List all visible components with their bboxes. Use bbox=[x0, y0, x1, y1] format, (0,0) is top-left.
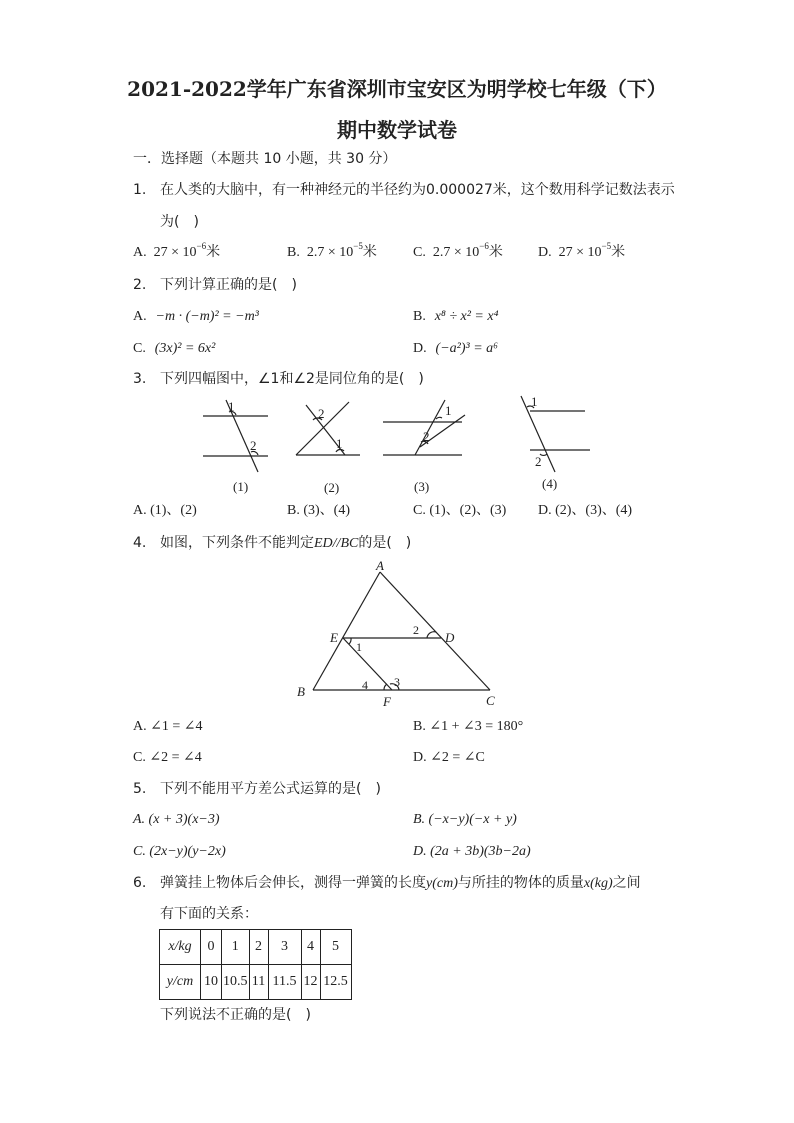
q4-option-b: B. ∠1 + ∠3 = 180° bbox=[413, 719, 524, 734]
q3-option-b: B. (3)、(4) bbox=[287, 503, 350, 518]
q5-number: 5. bbox=[133, 781, 147, 797]
fig2-angle1-label: 1 bbox=[336, 436, 343, 451]
table-cell: 10.5 bbox=[222, 965, 250, 1000]
fig4-angle2-label: 2 bbox=[535, 454, 542, 469]
q3-option-a: A. (1)、(2) bbox=[133, 503, 197, 518]
point-c-label: C bbox=[486, 693, 495, 708]
q1-number: 1. bbox=[133, 182, 147, 198]
q4-option-a: A. ∠1 = ∠4 bbox=[133, 719, 203, 734]
table-cell: 1 bbox=[222, 930, 250, 965]
section-heading: 一．选择题（本题共 10 小题，共 30 分） bbox=[133, 151, 397, 167]
q1-option-b: B. $2.7 \times 10^{-5}$米 bbox=[287, 241, 377, 260]
q3-number: 3. bbox=[133, 371, 147, 387]
q3-option-c: C. (1)、(2)、(3) bbox=[413, 503, 507, 518]
q5-option-d: D. (2a + 3b)(3b−2a) bbox=[413, 844, 531, 859]
q2-number: 2. bbox=[133, 277, 147, 293]
fig2-angle2-label: 2 bbox=[318, 406, 325, 421]
table-header-cell: x/kg bbox=[160, 930, 201, 965]
q4-option-d: D. ∠2 = ∠C bbox=[413, 750, 485, 765]
q2-option-a: A. −m · (−m)² = −m³ bbox=[133, 309, 259, 324]
paper-title-line1: 2021-2022学年广东省深圳市宝安区为明学校七年级（下） bbox=[127, 77, 667, 101]
q4-number: 4. bbox=[133, 535, 147, 551]
q3-figures bbox=[190, 392, 610, 502]
q4-triangle-figure bbox=[290, 555, 510, 710]
q6-text-line3: 下列说法不正确的是( ) bbox=[160, 1007, 311, 1023]
q2-option-d: D. (−a²)³ = a⁶ bbox=[413, 341, 499, 356]
angle3-label: 3 bbox=[394, 675, 400, 689]
table-row bbox=[160, 965, 352, 1000]
table-cell: 10 bbox=[201, 965, 222, 1000]
q6-text-line2: 有下面的关系： bbox=[160, 906, 258, 922]
q2-text: 下列计算正确的是( ) bbox=[160, 277, 297, 293]
fig1-angle2-label: 2 bbox=[250, 438, 257, 453]
fig3-angle2-label: 2 bbox=[423, 429, 430, 444]
point-a-label: A bbox=[376, 558, 384, 573]
angle1-label: 1 bbox=[356, 640, 362, 654]
q1-text-line1: 在人类的大脑中，有一种神经元的半径约为0.000027米，这个数用科学记数法表示 bbox=[160, 182, 675, 198]
point-f-label: F bbox=[383, 694, 391, 709]
table-header-cell: y/cm bbox=[160, 965, 201, 1000]
table-cell: 5 bbox=[320, 930, 351, 965]
fig1-caption: (1) bbox=[233, 479, 249, 494]
point-b-label: B bbox=[297, 684, 305, 699]
q5-option-b: B. (−x−y)(−x + y) bbox=[413, 812, 517, 827]
angle4-label: 4 bbox=[362, 678, 368, 692]
fig3-angle1-label: 1 bbox=[445, 403, 452, 418]
table-cell: 11 bbox=[249, 965, 268, 1000]
table-cell: 3 bbox=[268, 930, 301, 965]
q3-text: 下列四幅图中，∠1和∠2是同位角的是( ) bbox=[160, 371, 424, 387]
point-e-label: E bbox=[330, 630, 338, 645]
fig4-angle1-label: 1 bbox=[531, 394, 538, 409]
q1-option-d: D. $27 \times 10^{-5}$米 bbox=[538, 241, 626, 260]
table-cell: 4 bbox=[301, 930, 320, 965]
paper-title-line2: 期中数学试卷 bbox=[337, 118, 457, 142]
table-cell: 2 bbox=[249, 930, 268, 965]
q5-option-a: A. (x + 3)(x−3) bbox=[133, 812, 220, 827]
fig2-caption: (2) bbox=[324, 480, 340, 495]
fig4-caption: (4) bbox=[542, 476, 558, 491]
q6-text-line1: 弹簧挂上物体后会伸长，测得一弹簧的长度y(cm)与所挂的物体的质量x(kg)之间 bbox=[160, 875, 641, 891]
q1-option-a: A. $27 \times 10^{-6}$米 bbox=[133, 241, 221, 260]
table-cell: 0 bbox=[201, 930, 222, 965]
table-row bbox=[160, 930, 352, 965]
point-d-label: D bbox=[445, 630, 455, 645]
angle2-label: 2 bbox=[413, 623, 419, 637]
table-cell: 12 bbox=[301, 965, 320, 1000]
q4-option-c: C. ∠2 = ∠4 bbox=[133, 750, 202, 765]
q3-option-d: D. (2)、(3)、(4) bbox=[538, 503, 633, 518]
q1-option-c: C. $2.7 \times 10^{-6}$米 bbox=[413, 241, 503, 260]
table-cell: 11.5 bbox=[268, 965, 301, 1000]
q2-option-b: B. x⁸ ÷ x² = x⁴ bbox=[413, 309, 499, 324]
q5-text: 下列不能用平方差公式运算的是( ) bbox=[160, 781, 381, 797]
fig3-caption: (3) bbox=[414, 479, 430, 494]
q2-option-c: C. (3x)² = 6x² bbox=[133, 341, 216, 356]
q5-option-c: C. (2x−y)(y−2x) bbox=[133, 844, 226, 859]
spring-data-table bbox=[159, 929, 352, 1000]
fig1-angle1-label: 1 bbox=[228, 399, 235, 414]
q4-text: 如图，下列条件不能判定ED//BC的是( ) bbox=[160, 535, 412, 551]
q1-text-line2: 为( ) bbox=[160, 214, 199, 230]
q6-number: 6. bbox=[133, 875, 147, 891]
table-cell: 12.5 bbox=[320, 965, 351, 1000]
